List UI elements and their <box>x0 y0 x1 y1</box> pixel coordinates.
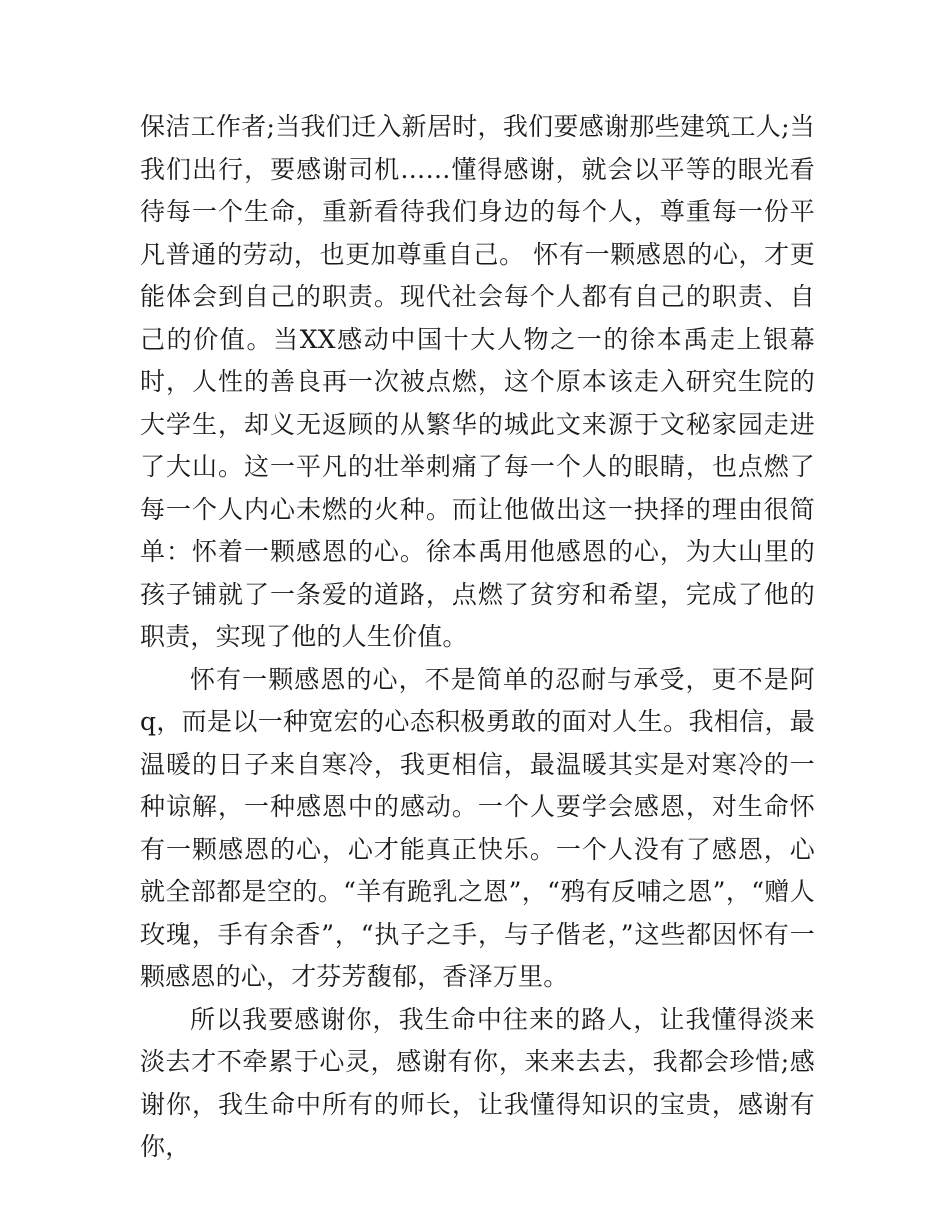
paragraph-1: 保洁工作者;当我们迁入新居时，我们要感谢那些建筑工人;当我们出行，要感谢司机……懂得感谢，就会以平等的眼光看待每一个生命，重新看待我们身边的每个人，尊重每一份平凡普通的劳动，也更加尊重自己。 怀有一颗感恩的心，才更能体会到自己的职责。现代社会每个人都有自己的职责、自己的价值。当XX感动中国十大人物之一的徐本禹走上银幕时，人性的善良再一次被点燃，这个原本该走入研究生院的大学生，却义无返顾的从繁华的城此文来源于文秘家园走进了大山。这一平凡的壮举刺痛了每一个人的眼睛，也点燃了每一个人内心未燃的火种。而让他做出这一抉择的理由很简单：怀着一颗感恩的心。徐本禹用他感恩的心，为大山里的孩子铺就了一条爱的道路，点燃了贫穷和希望，完成了他的职责，实现了他的人生价值。 <box>140 112 815 651</box>
document-body <box>140 106 815 1169</box>
paragraph-2: 怀有一颗感恩的心，不是简单的忍耐与承受，更不是阿q，而是以一种宽宏的心态积极勇敢的面对人生。我相信，最温暖的日子来自寒冷，我更相信，最温暖其实是对寒冷的一种谅解，一种感恩中的感动。一个人要学会感恩，对生命怀有一颗感恩的心，心才能真正快乐。一个人没有了感恩，心就全部都是空的。“羊有跪乳之恩”，“鸦有反哺之恩”，“赠人玫瑰，手有余香”，“执子之手，与子偕老，”这些都因怀有一颗感恩的心，才芬芳馥郁，香泽万里。 <box>140 664 815 991</box>
paragraph-3: 所以我要感谢你，我生命中往来的路人，让我懂得淡来淡去才不牵累于心灵，感谢有你，来来去去，我都会珍惜;感谢你，我生命中所有的师长，让我懂得知识的宝贵，感谢有你， <box>140 1004 815 1161</box>
